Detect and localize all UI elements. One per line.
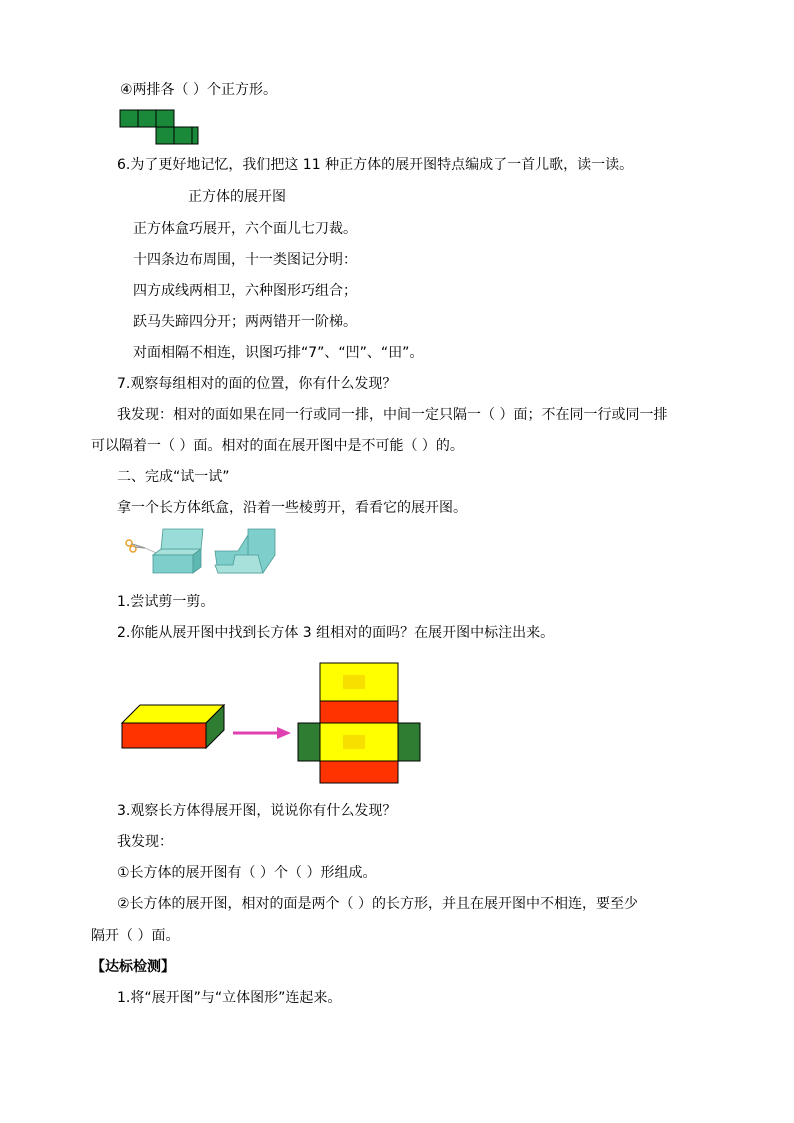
poem-title: 正方体的展开图	[188, 189, 286, 205]
instruction-line: 拿一个长方体纸盒，沿着一些棱剪开，看看它的展开图。	[117, 500, 467, 516]
finding-label: 我发现：	[117, 834, 173, 850]
finding-item-2: ②长方体的展开图，相对的面是两个（ ）的长方形，并且在展开图中不相连，要至少	[117, 896, 638, 912]
poem-line-1: 正方体盒巧展开，六个面儿七刀裁。	[133, 221, 357, 237]
try-question-1: 1.尝试剪一剪。	[117, 594, 215, 610]
finding-line-1: 我发现：相对的面如果在同一行或同一排，中间一定只隔一（ ）面；不在同一行或同一排	[117, 407, 668, 423]
poem-line-4: 跃马失蹄四分开；两两错开一阶梯。	[133, 314, 357, 330]
finding-item-1: ①长方体的展开图有（ ）个（ ）形组成。	[117, 865, 377, 881]
box-cutting-illustration	[123, 525, 283, 580]
arrow-icon	[233, 726, 293, 740]
question-7: 7.观察每组相对的面的位置，你有什么发现？	[117, 376, 397, 392]
poem-line-3: 四方成线两相卫，六种图形巧组合；	[133, 283, 357, 299]
check-question-1: 1.将“展开图”与“立体图形”连起来。	[117, 990, 342, 1006]
try-question-2: 2.你能从展开图中找到长方体 3 组相对的面吗？在展开图中标注出来。	[117, 625, 555, 641]
finding-line-2: 可以隔着一（ ）面。相对的面在展开图中是不可能（ ）的。	[91, 438, 464, 454]
section-2-heading: 二、完成“试一试”	[117, 469, 230, 485]
cuboid-net	[297, 662, 423, 784]
poem-line-2: 十四条边布周围，十一类图记分明：	[133, 252, 357, 268]
text-line-1: ④两排各（ ）个正方形。	[120, 82, 278, 98]
scissors-icon	[126, 540, 145, 552]
try-question-3: 3.观察长方体得展开图，说说你有什么发现？	[117, 803, 397, 819]
text-line-2: 6.为了更好地记忆，我们把这 11 种正方体的展开图特点编成了一首儿歌，读一读。	[117, 157, 634, 173]
cube-net-staircase	[120, 110, 200, 146]
poem-line-5: 对面相隔不相连，识图巧排“7”、“凹”、“田”。	[133, 345, 424, 361]
check-heading: 【达标检测】	[91, 959, 175, 975]
finding-item-2-cont: 隔开（ ）面。	[91, 928, 180, 944]
cuboid-3d	[122, 705, 226, 750]
